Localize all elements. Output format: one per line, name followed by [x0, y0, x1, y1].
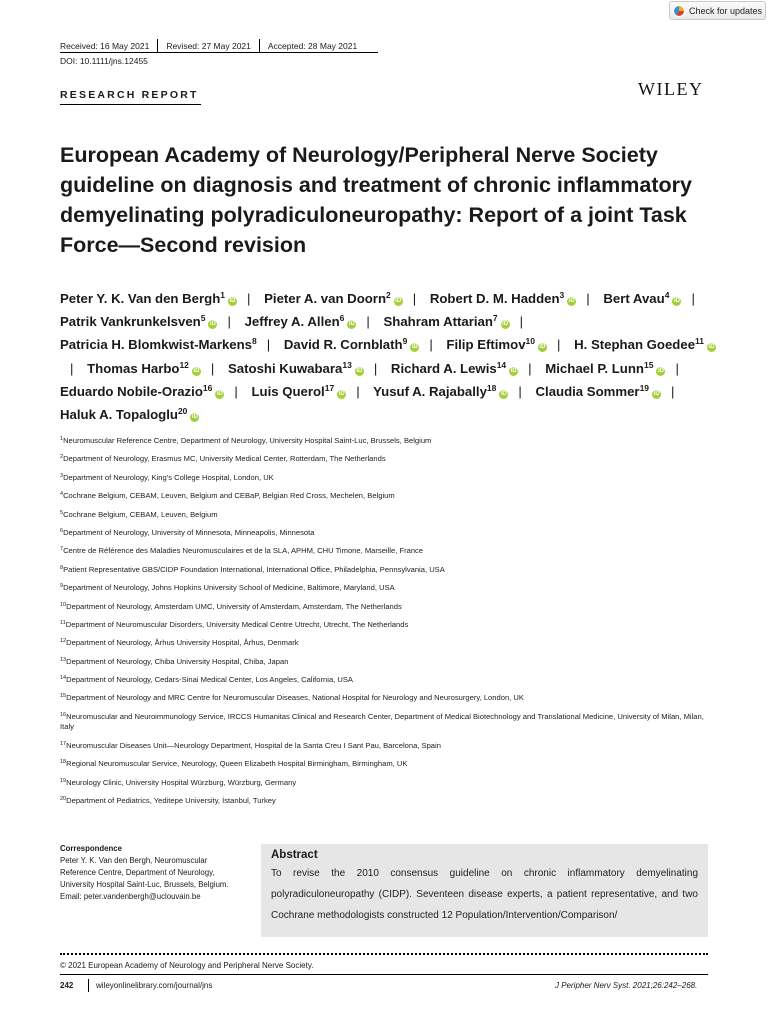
correspondence-line: Peter Y. K. Van den Bergh, Neuromuscular: [60, 855, 208, 865]
author-name[interactable]: [603, 291, 681, 306]
revised-date: Revised: 27 May 2021: [166, 41, 251, 51]
affiliation-text: Neuromuscular and Neuroimmunology Service, IRCCS Humanitas Clinical and Research Center, Department of Medical Biotechnology and Translational Medicine, University of Milan, Milan, Italy: [60, 711, 704, 732]
affiliation-number: 7: [60, 546, 64, 553]
affiliation-item: [60, 583, 710, 594]
abstract-box: [261, 844, 708, 937]
affiliation-text: Centre de Référence des Maladies Neuromusculaires et de la SLA, APHM, CHU Timone, Marseille, France: [63, 546, 424, 556]
author-name-text: H. Stephan Goedee: [574, 337, 696, 353]
affiliation-list: [60, 436, 710, 814]
author-name[interactable]: [284, 337, 419, 352]
author-name[interactable]: [264, 291, 403, 306]
affiliation-text: Neuromuscular Diseases Unit—Neurology Department, Hospital de la Santa Creu I Sant Pau, Barcelona, Spain: [66, 740, 441, 750]
author-name[interactable]: [60, 384, 224, 399]
affiliation-number: 14: [60, 675, 67, 682]
author-name-text: David R. Cornblath: [283, 337, 403, 353]
author-affiliation-ref: 3: [559, 290, 565, 300]
orcid-icon[interactable]: iD: [568, 298, 575, 304]
affiliation-item: [60, 473, 710, 484]
received-date: Received: 16 May 2021: [60, 41, 150, 51]
author-separator: |: [557, 337, 561, 353]
affiliation-item: [60, 620, 710, 631]
author-affiliation-ref: 18: [486, 382, 497, 393]
copyright-notice: © 2021 European Academy of Neurology and Peripheral Nerve Society.: [60, 961, 314, 970]
author-affiliation-ref: 8: [252, 336, 257, 347]
author-affiliation-ref: 6: [339, 313, 345, 324]
orcid-icon[interactable]: iD: [653, 390, 660, 397]
author-affiliation-ref: 9: [402, 336, 408, 347]
orcid-icon[interactable]: iD: [193, 367, 200, 374]
author-affiliation-ref: 1: [220, 290, 225, 300]
correspondence-heading: Correspondence: [60, 844, 122, 853]
correspondence-line: Reference Centre, Department of Neurology,: [60, 867, 215, 877]
author-separator: |: [586, 291, 590, 306]
header-rule: [60, 52, 378, 53]
affiliation-number: 1: [60, 436, 64, 442]
correspondence: [60, 843, 255, 903]
author-name-text: Peter Y. K. Van den Bergh: [60, 291, 221, 306]
check-for-updates-button[interactable]: [669, 1, 766, 20]
orcid-icon[interactable]: iD: [510, 367, 517, 374]
affiliation-item: [60, 454, 710, 465]
author-separator: |: [356, 383, 360, 399]
author-name[interactable]: [60, 291, 237, 306]
affiliation-text: Department of Neurology, Amsterdam UMC, University of Amsterdam, Amsterdam, The Netherlands: [66, 601, 402, 611]
author-affiliation-ref: 16: [202, 382, 213, 393]
author-name[interactable]: [228, 361, 364, 376]
author-affiliation-ref: 13: [342, 359, 352, 370]
check-for-updates-label: Check for updates: [689, 5, 763, 16]
abstract-text: To revise the 2010 consensus guideline on chronic inflammatory demyelinating polyradiculoneuropathy (CIDP). Seventeen disease experts, a patient representative, and two Cochrane methodologists constructed 12 Population/Intervention/Comparison/: [271, 868, 698, 921]
author-name-text: Claudia Sommer: [535, 383, 640, 399]
doi[interactable]: DOI: 10.1111/jns.12455: [60, 56, 148, 66]
citation: J Peripher Nerv Syst. 2021;26:242–268.: [555, 981, 698, 990]
author-name-text: Pieter A. van Doorn: [264, 291, 386, 306]
author-separator: |: [528, 360, 532, 376]
author-affiliation-ref: 20: [177, 406, 188, 417]
author-name[interactable]: [245, 314, 357, 329]
author-name-text: Shahram Attarian: [383, 314, 493, 330]
orcid-icon[interactable]: iD: [673, 298, 680, 304]
affiliation-number: 19: [60, 777, 67, 784]
affiliation-number: 8: [60, 564, 64, 571]
orcid-icon[interactable]: iD: [411, 344, 418, 351]
affiliation-number: 5: [60, 509, 64, 516]
author-name-text: Luis Querol: [251, 383, 325, 399]
author-affiliation-ref: 10: [525, 336, 536, 347]
author-name-text: Haluk A. Topaloglu: [60, 407, 178, 423]
author-name[interactable]: [545, 361, 665, 376]
correspondence-email[interactable]: Email: peter.vandenbergh@uclouvain.be: [60, 891, 201, 901]
date-divider: [157, 39, 158, 53]
affiliation-text: Cochrane Belgium, CEBAM, Leuven, Belgium: [63, 509, 218, 519]
orcid-icon[interactable]: iD: [209, 321, 216, 328]
affiliation-text: Patient Representative GBS/CIDP Foundation International, International Office, Philadelphia, Pennsylvania, USA: [63, 564, 445, 574]
author-affiliation-ref: 5: [200, 313, 206, 324]
affiliation-item: [60, 546, 710, 557]
affiliation-item: [60, 759, 710, 770]
affiliation-item: [60, 510, 710, 521]
orcid-icon[interactable]: iD: [502, 321, 509, 328]
affiliation-item: [60, 741, 710, 752]
author-name-text: Eduardo Nobile-Orazio: [60, 383, 203, 399]
orcid-icon[interactable]: iD: [500, 390, 507, 397]
affiliation-number: 4: [60, 491, 64, 498]
author-name[interactable]: [446, 337, 547, 352]
author-name[interactable]: [87, 361, 201, 376]
affiliation-text: Cochrane Belgium, CEBAM, Leuven, Belgium and CEBaP, Belgian Red Cross, Mechelen, Belgium: [63, 491, 395, 501]
orcid-icon[interactable]: iD: [338, 390, 345, 397]
orcid-icon[interactable]: iD: [356, 367, 363, 374]
affiliation-item: [60, 796, 710, 807]
author-name-text: Jeffrey A. Allen: [244, 314, 340, 330]
author-separator: |: [373, 360, 378, 376]
affiliation-text: Department of Neurology, Århus University Hospital, Århus, Denmark: [66, 638, 299, 648]
accepted-date: Accepted: 28 May 2021: [267, 41, 358, 51]
author-list: [60, 287, 720, 426]
author-name[interactable]: [60, 314, 217, 329]
affiliation-number: 13: [60, 656, 67, 663]
affiliation-text: Department of Neurology, Cedars-Sinai Medical Center, Los Angeles, California, USA: [66, 675, 353, 685]
journal-url[interactable]: wileyonlinelibrary.com/journal/jns: [96, 981, 213, 990]
author-name-text: Bert Avau: [603, 291, 665, 306]
paper-title: European Academy of Neurology/Peripheral Nerve Society guideline on diagnosis and treatment of chronic inflammatory demyelinating polyradiculoneuropathy: Report of a joint Task Force—Second revision: [60, 143, 692, 257]
footer-rule: [60, 974, 708, 975]
affiliation-text: Department of Neurology and MRC Centre for Neuromuscular Diseases, National Hospital for Neurology and Neurosurgery, London, UK: [66, 693, 524, 703]
author-separator: |: [234, 383, 238, 399]
author-affiliation-ref: 11: [695, 336, 705, 347]
author-name[interactable]: [60, 337, 257, 352]
author-separator: |: [227, 314, 231, 330]
author-name-text: Richard A. Lewis: [390, 360, 497, 376]
affiliation-number: 20: [60, 795, 67, 802]
affiliation-item: [60, 693, 710, 704]
affiliation-item: [60, 675, 710, 686]
affiliation-text: Department of Neurology, Johns Hopkins University School of Medicine, Baltimore, Maryland, USA: [63, 583, 395, 593]
section-label: RESEARCH REPORT: [60, 89, 199, 101]
affiliation-item: [60, 436, 710, 447]
affiliation-text: Department of Neurology, Chiba University Hospital, Chiba, Japan: [66, 656, 289, 666]
affiliation-text: Department of Neurology, King's College Hospital, London, UK: [63, 472, 274, 482]
orcid-icon[interactable]: iD: [191, 414, 198, 421]
affiliation-text: Department of Neurology, University of Minnesota, Minneapolis, Minnesota: [63, 527, 315, 537]
author-affiliation-ref: 15: [643, 359, 654, 370]
affiliation-item: [60, 602, 710, 613]
affiliation-item: [60, 565, 710, 576]
author-separator: |: [70, 360, 74, 376]
author-separator: |: [429, 337, 433, 353]
affiliation-item: [60, 638, 710, 649]
author-name-text: Satoshi Kuwabara: [228, 360, 343, 376]
author-affiliation-ref: 14: [496, 359, 507, 370]
crossmark-icon: [673, 5, 685, 17]
affiliation-number: 18: [60, 759, 67, 766]
affiliation-item: [60, 528, 710, 539]
author-name[interactable]: [373, 384, 508, 399]
author-affiliation-ref: 2: [386, 290, 391, 300]
author-separator: |: [210, 360, 215, 376]
affiliation-text: Regional Neuromuscular Service, Neurology, Queen Elizabeth Hospital Birmingham, Birmingham, UK: [66, 759, 408, 769]
publisher-logo: WILEY: [638, 79, 704, 99]
author-affiliation-ref: 4: [664, 290, 670, 300]
author-affiliation-ref: 17: [324, 382, 335, 393]
author-name[interactable]: [536, 384, 662, 399]
author-name[interactable]: [391, 361, 518, 376]
affiliation-number: 12: [60, 638, 67, 645]
affiliation-text: Neurology Clinic, University Hospital Würzburg, Würzburg, Germany: [66, 777, 297, 787]
orcid-icon[interactable]: iD: [229, 298, 236, 304]
affiliation-number: 17: [60, 740, 67, 747]
affiliation-item: [60, 778, 710, 789]
author-name-text: Yusuf A. Rajabally: [373, 383, 487, 399]
footer-divider: [88, 979, 89, 992]
dotted-divider: [60, 953, 708, 955]
author-affiliation-ref: 7: [492, 313, 498, 324]
author-name[interactable]: [251, 384, 346, 399]
author-separator: |: [266, 337, 271, 353]
affiliation-number: 15: [60, 693, 67, 700]
author-name-text: Thomas Harbo: [87, 360, 180, 376]
author-separator: |: [675, 360, 679, 376]
author-name[interactable]: [383, 314, 509, 329]
author-separator: |: [412, 291, 417, 306]
affiliation-number: 9: [60, 583, 64, 590]
orcid-icon[interactable]: iD: [395, 298, 402, 304]
correspondence-line: University Hospital Saint-Luc, Brussels, Belgium.: [60, 879, 229, 889]
affiliation-number: 2: [60, 454, 64, 461]
author-name-text: Robert D. M. Hadden: [429, 291, 560, 306]
orcid-icon[interactable]: iD: [539, 344, 546, 351]
orcid-icon[interactable]: iD: [657, 367, 664, 374]
author-separator: |: [691, 291, 695, 306]
affiliation-number: 11: [60, 619, 66, 626]
author-separator: |: [519, 314, 524, 330]
affiliation-number: 10: [60, 601, 67, 608]
date-divider: [259, 39, 260, 53]
affiliation-text: Department of Pediatrics, Yeditepe University, İstanbul, Turkey: [66, 795, 276, 805]
affiliation-text: Department of Neurology, Erasmus MC, University Medical Center, Rotterdam, The Netherlands: [63, 454, 386, 464]
affiliation-number: 6: [60, 527, 64, 534]
author-affiliation-ref: 19: [639, 382, 650, 393]
author-affiliation-ref: 12: [179, 359, 189, 370]
author-separator: |: [518, 383, 522, 399]
section-rule: [60, 104, 201, 105]
author-name-text: Patrik Vankrunkelsven: [60, 314, 201, 330]
author-separator: |: [671, 383, 675, 399]
article-dates: [60, 39, 357, 53]
author-name[interactable]: [430, 291, 576, 306]
author-separator: |: [366, 314, 370, 330]
affiliation-item: [60, 712, 710, 733]
affiliation-text: Neuromuscular Reference Centre, Department of Neurology, University Hospital Saint-Luc, Brussels, Belgium: [63, 436, 432, 445]
author-name-text: Filip Eftimov: [446, 337, 526, 353]
affiliation-item: [60, 657, 710, 668]
affiliation-text: Department of Neuromuscular Disorders, University Medical Centre Utrecht, Utrecht, The Netherlands: [65, 619, 409, 629]
affiliation-number: 16: [60, 711, 67, 718]
author-name[interactable]: [60, 407, 199, 422]
author-name-text: Patricia H. Blomkwist-Markens: [60, 337, 253, 353]
orcid-icon[interactable]: iD: [708, 344, 715, 351]
affiliation-number: 3: [60, 472, 64, 479]
author-name-text: Michael P. Lunn: [545, 360, 644, 376]
page-number: 242: [60, 981, 74, 990]
abstract-heading: Abstract: [271, 849, 318, 861]
author-separator: |: [247, 291, 251, 306]
orcid-icon[interactable]: iD: [216, 390, 223, 397]
orcid-icon[interactable]: iD: [348, 321, 355, 328]
affiliation-item: [60, 491, 710, 502]
author-name[interactable]: [574, 337, 716, 352]
